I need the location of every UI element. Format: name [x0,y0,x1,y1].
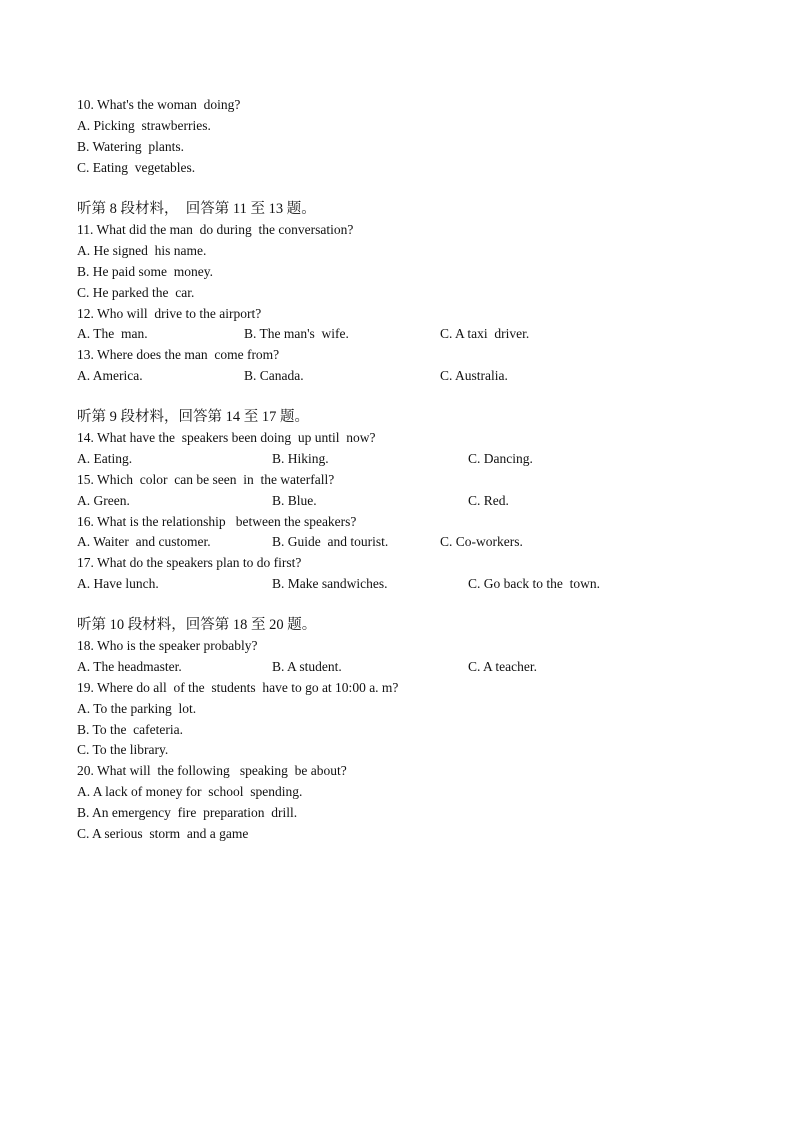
question-10: 10. What's the woman doing? [77,97,241,112]
q13-option-c: C. Australia. [440,368,508,383]
section-8-heading: 听第 8 段材料， 回答第 11 至 13 题。 [77,201,316,217]
q20-option-c: C. A serious storm and a game [77,826,249,841]
section-9-heading: 听第 9 段材料，回答第 14 至 17 题。 [77,409,309,425]
q14-option-b: B. Hiking. [272,451,329,466]
question-18: 18. Who is the speaker probably? [77,638,258,653]
q12-option-c: C. A taxi driver. [440,326,530,341]
q19-option-a: A. To the parking lot. [77,701,197,716]
q11-option-b: B. He paid some money. [77,264,213,279]
q11-option-a: A. He signed his name. [77,243,207,258]
q13-option-a: A. America. [77,368,143,383]
q18-option-a: A. The headmaster. [77,659,182,674]
question-12: 12. Who will drive to the airport? [77,306,262,321]
q17-option-c: C. Go back to the town. [468,576,600,591]
q15-option-b: B. Blue. [272,493,317,508]
q14-option-a: A. Eating. [77,451,133,466]
q16-option-c: C. Co-workers. [440,534,523,549]
q10-option-c: C. Eating vegetables. [77,160,196,175]
q10-option-a: A. Picking strawberries. [77,118,211,133]
section-10-heading: 听第 10 段材料，回答第 18 至 20 题。 [77,617,317,633]
q19-option-b: B. To the cafeteria. [77,722,184,737]
q11-option-c: C. He parked the car. [77,285,195,300]
question-19: 19. Where do all of the students have to go at 10:00 a. m? [77,680,399,695]
q12-option-a: A. The man. [77,326,148,341]
question-11: 11. What did the man do during the conversation? [77,222,354,237]
q16-option-b: B. Guide and tourist. [272,534,389,549]
q20-option-b: B. An emergency fire preparation drill. [77,805,298,820]
q16-option-a: A. Waiter and customer. [77,534,211,549]
q17-option-b: B. Make sandwiches. [272,576,388,591]
question-14: 14. What have the speakers been doing up until now? [77,430,376,445]
q15-option-c: C. Red. [468,493,509,508]
q19-option-c: C. To the library. [77,742,169,757]
q18-option-c: C. A teacher. [468,659,537,674]
q10-option-b: B. Watering plants. [77,139,185,154]
q13-option-b: B. Canada. [244,368,304,383]
question-16: 16. What is the relationship between the speakers? [77,514,357,529]
q20-option-a: A. A lack of money for school spending. [77,784,303,799]
question-15: 15. Which color can be seen in the waterfall? [77,472,335,487]
question-13: 13. Where does the man come from? [77,347,280,362]
question-17: 17. What do the speakers plan to do first? [77,555,302,570]
q14-option-c: C. Dancing. [468,451,533,466]
q18-option-b: B. A student. [272,659,342,674]
q12-option-b: B. The man's wife. [244,326,349,341]
q17-option-a: A. Have lunch. [77,576,159,591]
q15-option-a: A. Green. [77,493,130,508]
question-20: 20. What will the following speaking be about? [77,763,347,778]
